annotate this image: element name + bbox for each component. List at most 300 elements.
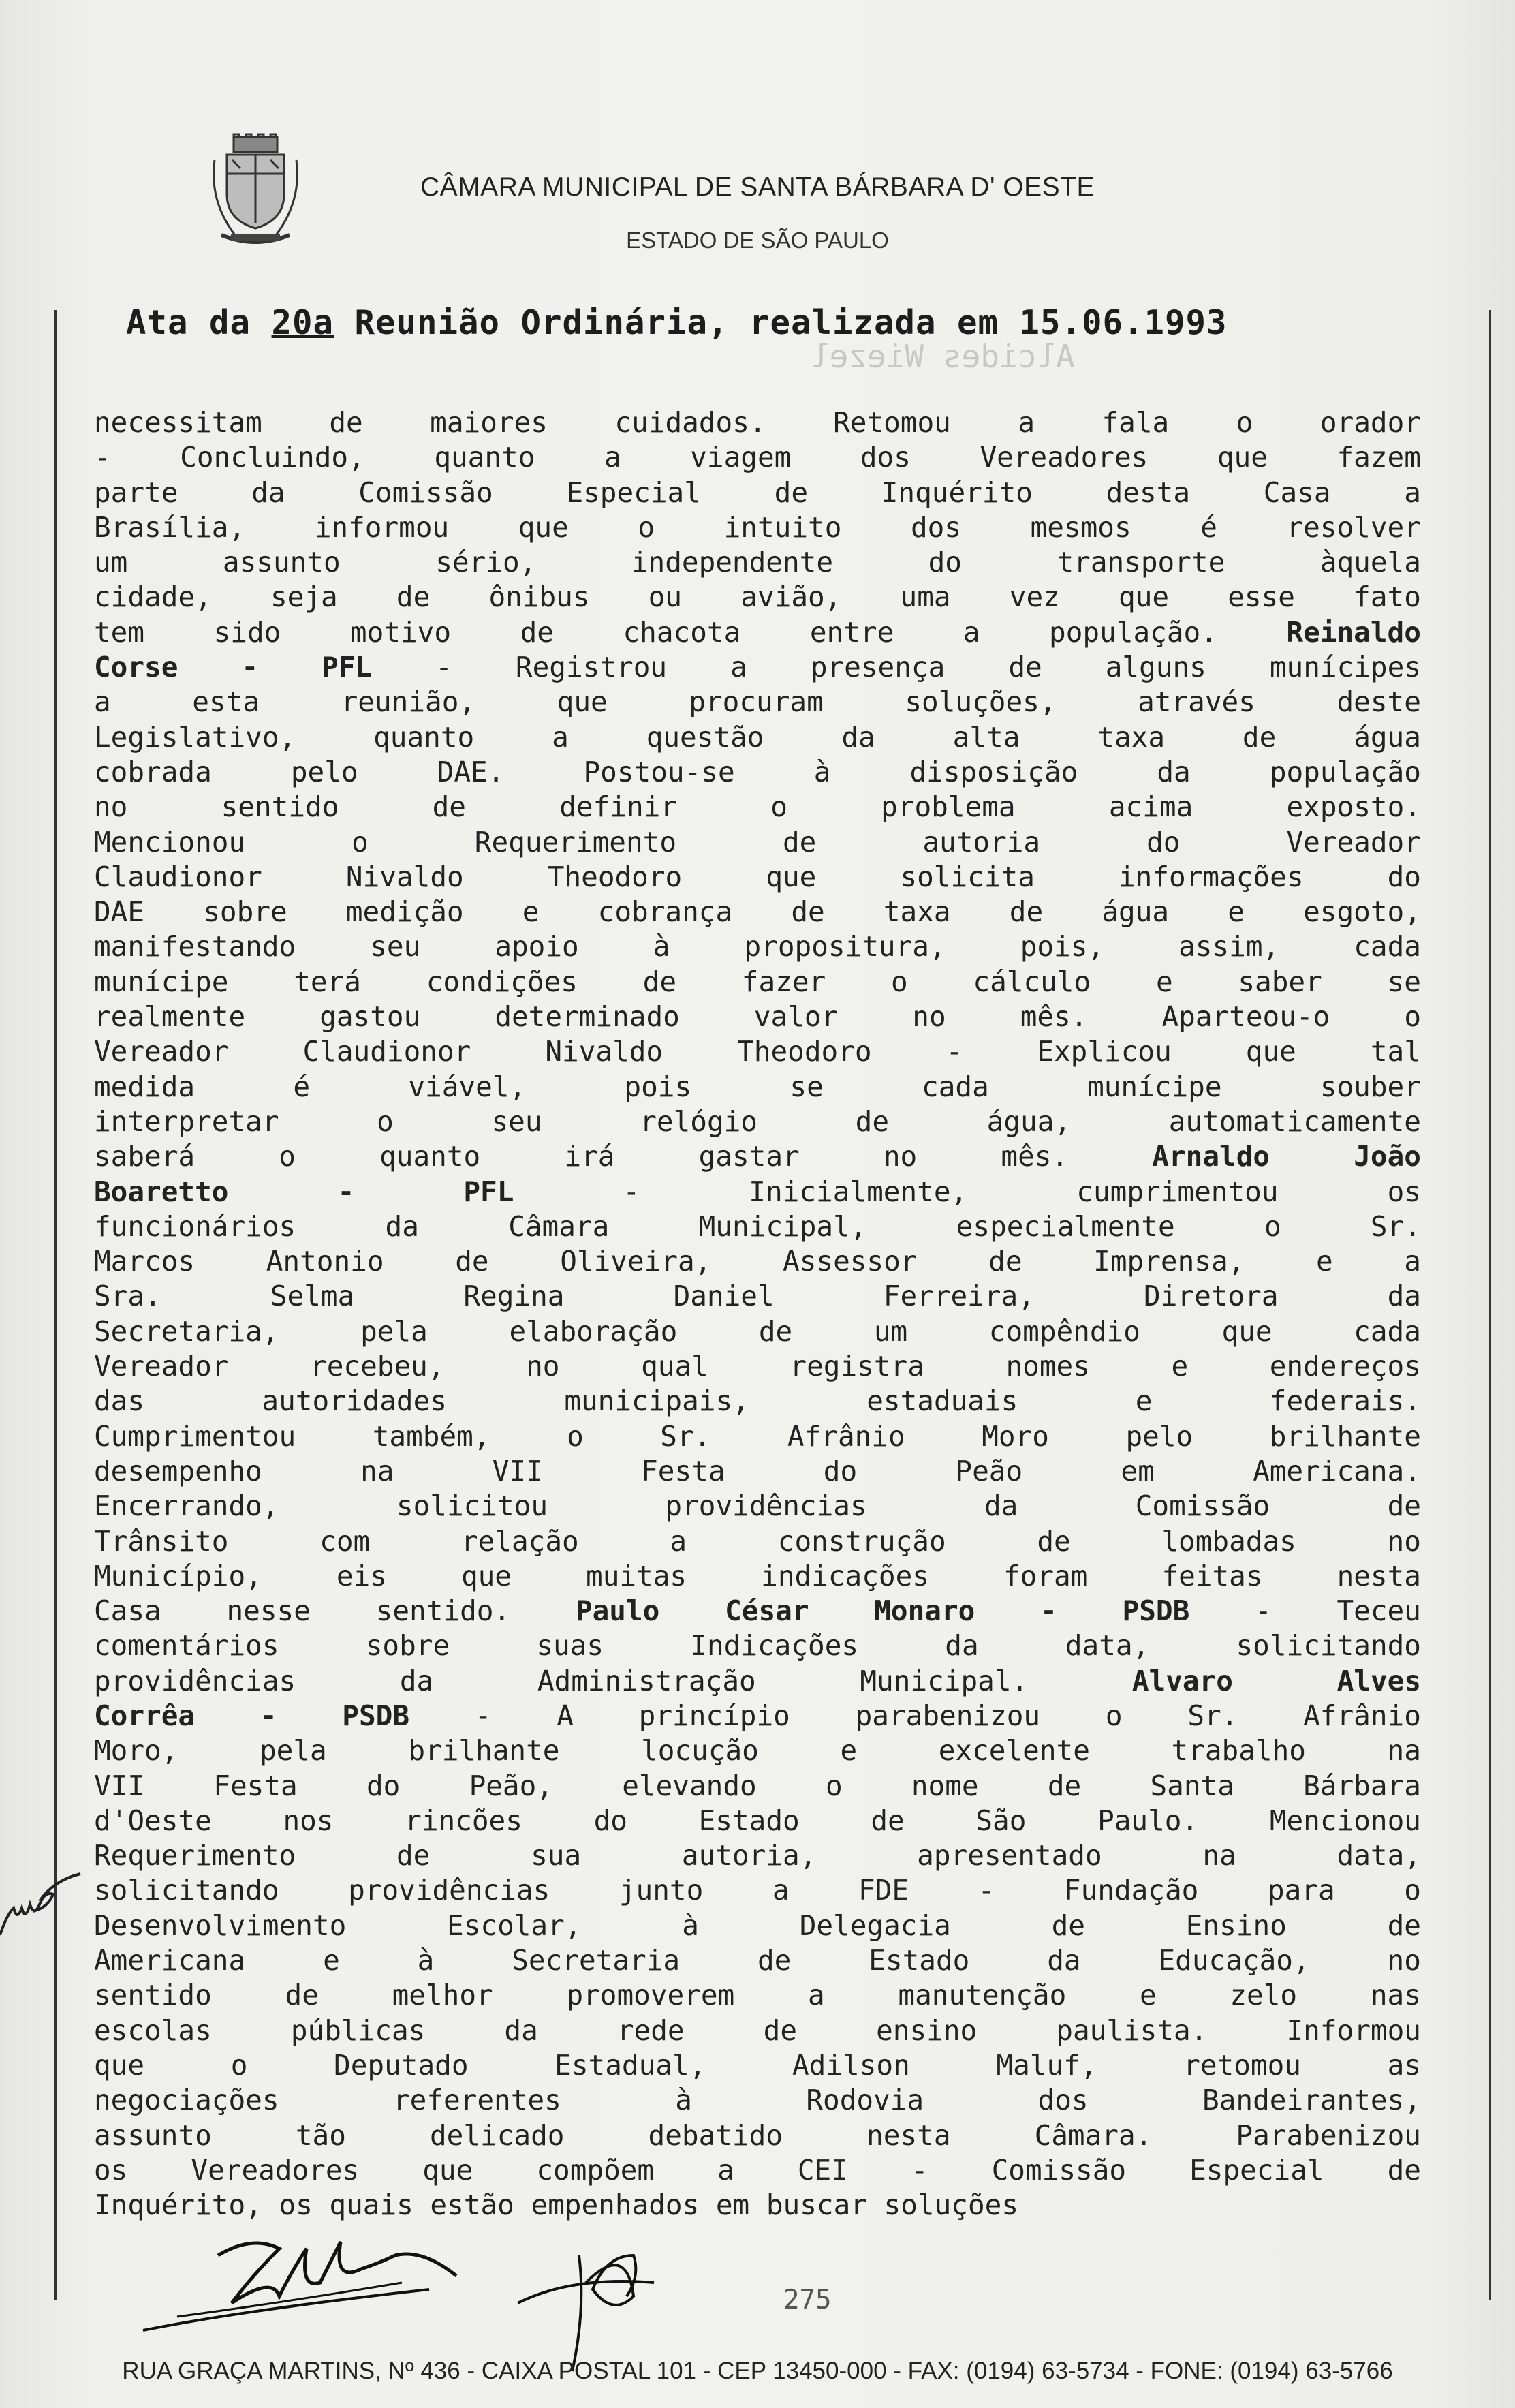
word: data,: [1337, 1839, 1421, 1872]
word: sentido.: [375, 1594, 511, 1628]
word: propositura,: [744, 930, 946, 963]
word: elaboração: [509, 1314, 678, 1348]
word: saber: [1238, 965, 1322, 998]
word: intuito: [723, 510, 842, 544]
word: informou: [314, 510, 450, 544]
word: Monaro: [874, 1594, 975, 1628]
word: e: [1228, 895, 1245, 929]
word: é: [1200, 510, 1217, 544]
word: da: [1157, 755, 1191, 788]
word: construção: [777, 1524, 946, 1558]
word: Casa: [94, 1594, 161, 1628]
word: Afrânio: [787, 1419, 905, 1453]
word: elevando: [622, 1769, 757, 1802]
word: soluções: [884, 2189, 1019, 2222]
word: Municipal,: [698, 1209, 867, 1243]
word: souber: [1319, 1070, 1421, 1103]
word: cidade,: [94, 581, 212, 614]
word: os: [279, 2189, 313, 2222]
state-name: ESTADO DE SÃO PAULO: [626, 228, 889, 253]
word: cada: [922, 1070, 989, 1103]
word: compõem: [536, 2153, 655, 2187]
word: ou: [648, 581, 683, 614]
word: o: [890, 965, 908, 998]
word: Antonio: [266, 1245, 384, 1278]
word: Câmara: [508, 1209, 610, 1243]
word: o: [1236, 406, 1253, 439]
word: Peão,: [469, 1769, 553, 1802]
word: compêndio: [988, 1314, 1140, 1348]
word: cobrança: [597, 895, 733, 929]
word: água: [1102, 895, 1170, 929]
word: a: [604, 441, 621, 474]
word: deste: [1337, 685, 1421, 719]
word: -: [474, 1699, 492, 1732]
word: um: [94, 546, 128, 579]
word: -: [978, 1874, 995, 1907]
word: que: [94, 2048, 145, 2082]
text-line: [94, 1629, 1421, 1663]
word: cálculo: [973, 965, 1091, 998]
text-line: [94, 895, 1421, 929]
word: Municipal.: [860, 1664, 1029, 1697]
word: Parabenizou: [1236, 2118, 1421, 2152]
text-line: [94, 1594, 1421, 1629]
word: Requerimento: [94, 1839, 296, 1872]
word: que: [1217, 441, 1268, 474]
word: Mencionou: [94, 825, 246, 859]
word: Ferreira,: [883, 1280, 1035, 1313]
word: e: [1135, 1385, 1153, 1418]
word: definir: [559, 790, 677, 824]
text-line: [94, 965, 1421, 1000]
word: Regina: [463, 1280, 565, 1313]
text-line: [94, 405, 1421, 440]
word: locução: [641, 1734, 759, 1768]
word: em: [715, 2189, 750, 2222]
word: mesmos: [1030, 510, 1131, 544]
word: os: [94, 2153, 128, 2187]
word: da: [251, 476, 285, 509]
word: tão: [295, 2118, 346, 2152]
word: vez: [1009, 581, 1060, 614]
word: paulista.: [1056, 2013, 1208, 2047]
word: apresentado: [917, 1839, 1102, 1872]
word: à: [682, 1909, 699, 1942]
word: exposto.: [1286, 790, 1421, 824]
text-line: [94, 1664, 1421, 1699]
organization-name: CÂMARA MUNICIPAL DE SANTA BÁRBARA D' OESTE: [420, 172, 1095, 202]
word: o: [1404, 1000, 1421, 1034]
word: Aparteou-o: [1161, 1000, 1330, 1034]
word: da: [385, 1209, 419, 1243]
word: lombadas: [1161, 1524, 1296, 1558]
word: Daniel: [673, 1280, 775, 1313]
word: indicações: [761, 1559, 929, 1592]
word: população: [1269, 755, 1421, 788]
word: se: [1387, 965, 1421, 998]
word: terá: [294, 965, 361, 998]
text-line: [94, 860, 1421, 895]
word: de: [1047, 1769, 1082, 1802]
word: especialmente: [956, 1209, 1175, 1243]
word: interpretar: [94, 1105, 279, 1138]
word: Americana.: [1253, 1454, 1421, 1487]
word: Especial: [566, 476, 701, 509]
word: municipais,: [564, 1385, 749, 1418]
word: Inicialmente,: [749, 1175, 968, 1208]
word: DAE.: [437, 755, 505, 788]
word: questão: [646, 720, 764, 754]
word: Explicou: [1037, 1035, 1172, 1068]
word: desta: [1106, 476, 1191, 509]
word: relação: [460, 1524, 579, 1558]
word: promoverem: [566, 1979, 735, 2012]
word: Sra.: [94, 1280, 161, 1313]
word: Encerrando,: [94, 1489, 279, 1523]
word: os: [1387, 1175, 1421, 1208]
word: e: [1139, 1979, 1157, 2012]
word: do: [928, 546, 962, 579]
word: providências: [665, 1489, 867, 1523]
text-line: [94, 2153, 1421, 2188]
word: Mencionou: [1269, 1804, 1421, 1837]
word: tal: [1370, 1035, 1421, 1068]
word: saberá: [94, 1140, 196, 1173]
word: -: [946, 1035, 963, 1068]
word: Cumprimentou: [94, 1419, 296, 1453]
word: resolver: [1286, 510, 1421, 544]
text-line: [94, 2013, 1421, 2048]
word: necessitam: [94, 406, 262, 439]
word: da: [1387, 1280, 1421, 1313]
word: Claudionor: [302, 1035, 471, 1068]
word: Rodovia: [806, 2084, 924, 2117]
word: Oliveira,: [560, 1245, 712, 1278]
word: Concluindo,: [180, 441, 365, 474]
word: de: [432, 790, 466, 824]
word: -: [241, 651, 259, 684]
word: sobre: [365, 1629, 450, 1663]
text-line: [94, 1838, 1421, 1873]
text-line: [94, 1419, 1421, 1454]
word: feitas: [1161, 1559, 1263, 1592]
word: Inquérito,: [94, 2189, 262, 2222]
text-line: [94, 790, 1421, 824]
word: Claudionor: [94, 860, 262, 893]
word: eis: [336, 1559, 387, 1592]
word: Brasília,: [94, 510, 246, 544]
word: -: [337, 1175, 355, 1208]
text-line: [94, 755, 1421, 790]
text-line: [94, 650, 1421, 685]
word: da: [945, 1629, 979, 1663]
word: foram: [1003, 1559, 1088, 1592]
word: que: [422, 2153, 473, 2187]
word: e: [1171, 1350, 1189, 1383]
word: autoria: [922, 825, 1041, 859]
word: no: [94, 790, 128, 824]
word: Administração: [537, 1664, 756, 1697]
word: buscar: [766, 2189, 867, 2222]
word: fazem: [1337, 441, 1421, 474]
word: a: [1018, 406, 1035, 439]
text-line: [94, 1279, 1421, 1314]
word: entre: [809, 615, 894, 649]
word: nos: [283, 1804, 334, 1837]
word: manutenção: [898, 1979, 1067, 2012]
word: de: [758, 1314, 793, 1348]
word: de: [1387, 2153, 1421, 2187]
word: manifestando: [94, 930, 296, 963]
word: o: [279, 1140, 296, 1173]
word: de: [520, 615, 554, 649]
word: de: [988, 1245, 1022, 1278]
word: Educação,: [1158, 1944, 1310, 1977]
word: na: [1202, 1839, 1236, 1872]
word: realmente: [94, 1000, 246, 1034]
text-line: [94, 1454, 1421, 1489]
word: Bandeirantes,: [1202, 2084, 1421, 2117]
word: Comissão: [991, 2153, 1127, 2187]
word: a: [670, 1524, 687, 1558]
word: -: [435, 651, 452, 684]
word: Desenvolvimento: [94, 1909, 347, 1942]
word: quanto: [434, 441, 535, 474]
word: pois,: [1020, 930, 1105, 963]
text-line: [94, 1943, 1421, 1978]
text-line: [94, 720, 1421, 755]
word: Sr.: [1370, 1209, 1421, 1243]
word: taxa: [883, 895, 951, 929]
word: Vereador: [94, 1035, 229, 1068]
word: munícipe: [94, 965, 229, 998]
word: sobre: [203, 895, 287, 929]
word: Requerimento: [474, 825, 677, 859]
word: ensino: [876, 2013, 978, 2047]
word: Secretaria: [512, 1944, 681, 1977]
word: que: [557, 685, 608, 719]
word: esse: [1228, 581, 1295, 614]
word: -: [260, 1699, 277, 1732]
word: das: [94, 1385, 145, 1418]
word: Casa: [1263, 476, 1331, 509]
word: PFL: [322, 651, 373, 684]
word: é: [293, 1070, 311, 1103]
word: que: [460, 1559, 512, 1592]
text-line: [94, 1524, 1421, 1559]
text-line: [94, 615, 1421, 650]
word: cada: [1354, 1314, 1421, 1348]
word: o: [1404, 1874, 1421, 1907]
word: a: [717, 2153, 734, 2187]
word: a: [963, 615, 980, 649]
word: Arnaldo: [1152, 1140, 1270, 1173]
word: à: [675, 2084, 692, 2117]
text-line: [94, 1384, 1421, 1419]
word: no: [883, 1140, 918, 1173]
word: Peão: [955, 1454, 1023, 1487]
word: Indicações: [690, 1629, 859, 1663]
word: nesta: [1337, 1559, 1421, 1592]
word: independente: [631, 546, 834, 579]
word: Vereadores: [980, 441, 1149, 474]
word: irá: [564, 1140, 615, 1173]
word: que: [766, 860, 817, 893]
word: do: [1387, 860, 1421, 893]
word: suas: [536, 1629, 604, 1663]
word: Delegacia: [799, 1909, 951, 1942]
left-margin-rule: [54, 310, 57, 2300]
word: Deputado: [334, 2048, 469, 2082]
word: nas: [1370, 1979, 1421, 2012]
word: determinado: [495, 1000, 680, 1034]
word: parte: [94, 476, 178, 509]
text-line: [94, 929, 1421, 964]
text-line: [94, 1699, 1421, 1733]
word: VII: [492, 1454, 543, 1487]
title-suffix: Reunião Ordinária, realizada em 15.06.1993: [334, 303, 1228, 342]
word: fala: [1102, 406, 1170, 439]
word: de: [1387, 1489, 1421, 1523]
word: empenhados: [531, 2189, 700, 2222]
word: a: [1404, 476, 1421, 509]
word: Theodoro: [737, 1035, 872, 1068]
word: recebeu,: [310, 1350, 445, 1383]
word: no: [1387, 1524, 1421, 1558]
word: avião,: [740, 581, 842, 614]
word: da: [1047, 1944, 1081, 1977]
word: Moro,: [94, 1734, 178, 1768]
word: de: [455, 1245, 489, 1278]
word: sério,: [435, 546, 537, 579]
word: Corrêa: [94, 1699, 196, 1732]
word: e: [522, 895, 540, 929]
text-line: [94, 2048, 1421, 2083]
word: o: [377, 1105, 394, 1138]
word: Câmara.: [1034, 2118, 1153, 2152]
word: parabenizou: [855, 1699, 1041, 1732]
word: de: [855, 1105, 890, 1138]
word: de: [329, 406, 363, 439]
word: que: [1245, 1035, 1296, 1068]
word: Imprensa,: [1093, 1245, 1245, 1278]
word: tem: [94, 615, 145, 649]
word: excelente: [938, 1734, 1090, 1768]
word: Sr.: [1187, 1699, 1238, 1732]
word: o: [1264, 1209, 1281, 1243]
word: comentários: [94, 1629, 279, 1663]
word: estaduais: [866, 1385, 1018, 1418]
word: delicado: [429, 2118, 565, 2152]
word: solicitou: [396, 1489, 548, 1523]
word: de: [1051, 1909, 1085, 1942]
word: transporte: [1057, 546, 1225, 579]
word: junto: [619, 1874, 704, 1907]
word: no: [1387, 1944, 1421, 1977]
word: chacota: [623, 615, 741, 649]
text-line: [94, 2188, 1421, 2223]
word: a: [808, 1979, 825, 2012]
text-line: [94, 1733, 1421, 1768]
word: Marcos: [94, 1245, 196, 1278]
word: seu: [491, 1105, 542, 1138]
word: nomes: [1005, 1350, 1090, 1383]
word: e: [840, 1734, 858, 1768]
word: a: [730, 651, 747, 684]
word: Vereador: [1286, 825, 1421, 859]
text-line: [94, 825, 1421, 860]
word: um: [873, 1314, 908, 1348]
word: Ensino: [1185, 1909, 1287, 1942]
word: do: [593, 1804, 627, 1837]
word: sua: [531, 1839, 582, 1872]
bleed-through-text: Alcides Wiezel: [811, 338, 1075, 375]
word: presença: [810, 651, 946, 684]
word: à: [417, 1944, 435, 1977]
word: retomou: [1183, 2048, 1301, 2082]
word: Vereadores: [191, 2153, 360, 2187]
word: mês.: [1020, 1000, 1088, 1034]
word: Legislativo,: [94, 720, 296, 754]
word: água,: [986, 1105, 1072, 1138]
word: o: [230, 2048, 248, 2082]
word: Sr.: [660, 1419, 711, 1453]
word: Teceu: [1337, 1594, 1421, 1628]
word: Selma: [270, 1280, 355, 1313]
word: o: [1105, 1699, 1123, 1732]
word: públicas: [290, 2013, 426, 2047]
word: assim,: [1178, 930, 1280, 963]
word: Assessor: [783, 1245, 918, 1278]
word: pois: [624, 1070, 692, 1103]
word: a: [94, 685, 111, 719]
text-line: [94, 1034, 1421, 1069]
word: Festa: [213, 1769, 298, 1802]
word: PSDB: [342, 1699, 410, 1732]
word: seu: [370, 930, 421, 963]
word: viagem: [690, 441, 792, 474]
word: VII: [94, 1769, 145, 1802]
word: de: [1242, 720, 1277, 754]
word: o: [352, 825, 369, 859]
word: Registrou: [515, 651, 668, 684]
word: a: [1404, 1245, 1421, 1278]
word: fazer: [741, 965, 826, 998]
word: medição: [345, 895, 464, 929]
text-line: [94, 1209, 1421, 1244]
text-line: [94, 1559, 1421, 1594]
word: de: [285, 1979, 319, 2012]
word: Americana: [94, 1944, 246, 1977]
text-line: [94, 1139, 1421, 1174]
word: sentido: [221, 790, 339, 824]
word: PFL: [463, 1175, 514, 1208]
word: de: [1037, 1524, 1071, 1558]
word: Vereador: [94, 1350, 229, 1383]
word: estão: [430, 2189, 514, 2222]
word: negociações: [94, 2084, 279, 2117]
word: Escolar,: [447, 1909, 582, 1942]
word: de: [1009, 895, 1044, 929]
word: providências: [348, 1874, 550, 1907]
word: qual: [641, 1350, 708, 1383]
word: Alves: [1337, 1664, 1421, 1697]
word: nesse: [226, 1594, 311, 1628]
minutes-body: [94, 405, 1421, 2223]
page-number: 275: [783, 2285, 832, 2315]
word: -: [1040, 1594, 1057, 1628]
